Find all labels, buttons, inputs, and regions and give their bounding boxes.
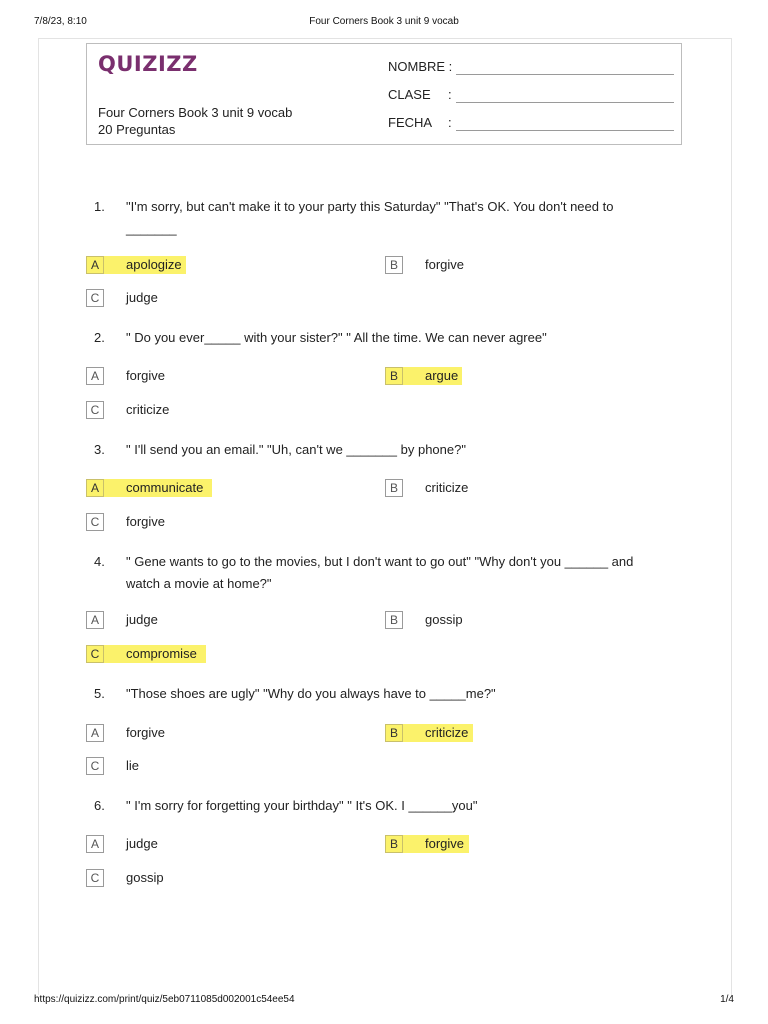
option-text: criticize: [425, 480, 469, 495]
question-text: " Gene wants to go to the movies, but I don't want to go out" "Why don't you ______ and watch a movie at home?": [126, 554, 634, 591]
question-count: 20 Preguntas: [98, 122, 176, 137]
quiz-header-box: [86, 43, 682, 145]
option-letter: B: [385, 367, 403, 385]
option-text: criticize: [425, 725, 469, 740]
page-number: 1/4: [720, 994, 734, 1005]
name-field: [388, 58, 674, 76]
option-letter: A: [86, 611, 104, 629]
question-1: [86, 196, 686, 240]
question-text: " I'll send you an email." "Uh, can't we _______ by phone?": [126, 442, 466, 457]
option-letter: B: [385, 724, 403, 742]
option-text: compromise: [126, 646, 197, 661]
question-4: [86, 551, 686, 595]
question-number: 2.: [94, 330, 105, 345]
option-letter: C: [86, 513, 104, 531]
question-6: [86, 795, 686, 817]
question-text: "Those shoes are ugly" "Why do you always have to _____me?": [126, 686, 496, 701]
option-text: criticize: [126, 402, 170, 417]
name-label: NOMBRE :: [388, 59, 453, 74]
option-letter: A: [86, 724, 104, 742]
print-url: https://quizizz.com/print/quiz/5eb0711085d002001c54ee54: [34, 994, 295, 1005]
print-footer: [34, 994, 734, 1008]
question-number: 5.: [94, 686, 105, 701]
class-line: [456, 102, 674, 103]
option-text: gossip: [126, 870, 164, 885]
date-line: [456, 130, 674, 131]
option-letter: A: [86, 367, 104, 385]
option-text: gossip: [425, 612, 463, 627]
question-2: [86, 327, 686, 349]
question-5: [86, 683, 686, 705]
option-text: forgive: [425, 836, 465, 851]
print-header: [34, 16, 734, 30]
class-colon: :: [448, 87, 452, 102]
date-field: [388, 114, 674, 132]
option-letter: A: [86, 479, 104, 497]
option-letter: C: [86, 757, 104, 775]
option-text: judge: [126, 836, 158, 851]
option-text: argue: [425, 368, 459, 383]
option-letter: B: [385, 611, 403, 629]
option-letter: A: [86, 256, 104, 274]
option-letter: C: [86, 869, 104, 887]
option-letter: B: [385, 256, 403, 274]
question-number: 4.: [94, 554, 105, 569]
quiz-title: Four Corners Book 3 unit 9 vocab: [98, 105, 293, 120]
option-text: forgive: [126, 725, 166, 740]
print-document-title: Four Corners Book 3 unit 9 vocab: [309, 16, 459, 27]
question-3: [86, 439, 686, 461]
quizizz-logo: QUIZIZZ: [98, 52, 198, 76]
option-letter: B: [385, 835, 403, 853]
option-text: forgive: [425, 257, 465, 272]
question-text: " I'm sorry for forgetting your birthday" " It's OK. I ______you": [126, 798, 478, 813]
question-number: 3.: [94, 442, 105, 457]
print-date: 7/8/23, 8:10: [34, 16, 87, 27]
option-text: apologize: [126, 257, 182, 272]
class-label: CLASE: [388, 87, 431, 102]
name-line: [456, 74, 674, 75]
option-text: lie: [126, 758, 140, 773]
option-text: judge: [126, 290, 158, 305]
question-text: "I'm sorry, but can't make it to your party this Saturday" "That's OK. You don't need to _______: [126, 199, 614, 236]
option-letter: C: [86, 289, 104, 307]
option-letter: C: [86, 645, 104, 663]
option-text: judge: [126, 612, 158, 627]
option-letter: A: [86, 835, 104, 853]
question-number: 1.: [94, 199, 105, 214]
option-letter: B: [385, 479, 403, 497]
class-field: [388, 86, 674, 104]
option-text: forgive: [126, 514, 166, 529]
question-number: 6.: [94, 798, 105, 813]
date-colon: :: [448, 115, 452, 130]
date-label: FECHA: [388, 115, 433, 130]
option-text: forgive: [126, 368, 166, 383]
option-text: communicate: [126, 480, 204, 495]
option-letter: C: [86, 401, 104, 419]
question-text: " Do you ever_____ with your sister?" " All the time. We can never agree": [126, 330, 547, 345]
